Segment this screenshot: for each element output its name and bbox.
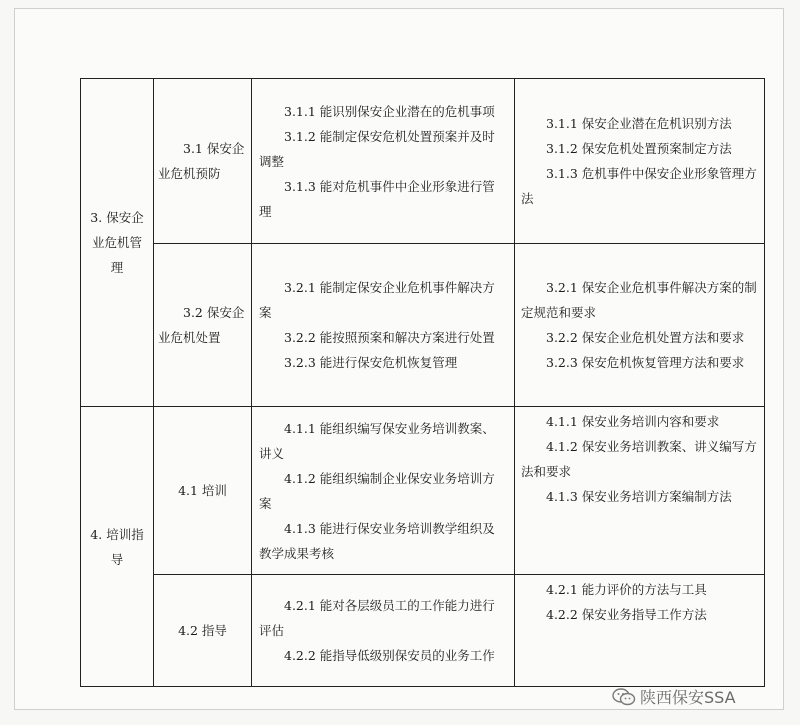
- knowledge-cell: [515, 575, 765, 687]
- unit-cell: [154, 407, 252, 575]
- knowledge-item: 4.2.2 保安业务指导工作方法: [546, 607, 707, 622]
- skill-item: 4.1.1 能组织编写保安业务培训教案、讲义: [259, 420, 495, 461]
- watermark: [612, 685, 736, 708]
- skill-item: 4.1.2 能组织编制企业保安业务培训方案: [259, 470, 495, 511]
- knowledge-item: 3.2.1 保安企业危机事件解决方案的制定规范和要求: [521, 280, 757, 320]
- skill-item: 3.2.1 能制定保安企业危机事件解决方案: [259, 280, 495, 320]
- skills-cell: [252, 244, 515, 407]
- skill-item: 3.2.2 能按照预案和解决方案进行处置: [284, 330, 495, 345]
- skill-item: 4.2.1 能对各层级员工的工作能力进行评估: [259, 598, 495, 638]
- unit-label: 3.1 保安企业危机预防: [158, 141, 245, 181]
- knowledge-item: 3.1.1 保安企业潜在危机识别方法: [546, 116, 732, 131]
- area-cell: [81, 407, 154, 687]
- skills-cell: [252, 407, 515, 575]
- wechat-icon: [612, 688, 636, 706]
- knowledge-item: 4.1.3 保安业务培训方案编制方法: [546, 489, 732, 504]
- unit-cell: [154, 575, 252, 687]
- knowledge-cell: [515, 79, 765, 244]
- knowledge-item: 3.2.2 保安企业危机处置方法和要求: [546, 330, 745, 345]
- watermark-text: 陕西保安SSA: [640, 688, 736, 707]
- unit-label: 4.2 指导: [178, 623, 227, 638]
- skills-cell: [252, 575, 515, 687]
- skill-item: 3.1.3 能对危机事件中企业形象进行管理: [259, 178, 495, 219]
- knowledge-cell: [515, 407, 765, 575]
- unit-label: 4.1 培训: [178, 483, 227, 498]
- skill-item: 3.1.2 能制定保安危机处置预案并及时调整: [259, 128, 495, 169]
- area-cell: [81, 79, 154, 407]
- knowledge-item: 4.1.2 保安业务培训教案、讲义编写方法和要求: [521, 439, 757, 479]
- area-label: 4. 培训指导: [90, 526, 144, 567]
- knowledge-item: 3.2.3 保安危机恢复管理方法和要求: [546, 355, 745, 370]
- table-row: [81, 79, 765, 244]
- knowledge-cell: [515, 244, 765, 407]
- skill-item: 4.2.2 能指导低级别保安员的业务工作: [284, 648, 495, 663]
- unit-cell: [154, 244, 252, 407]
- unit-label: 3.2 保安企业危机处置: [158, 305, 245, 345]
- unit-cell: [154, 79, 252, 244]
- skill-item: 3.2.3 能进行保安危机恢复管理: [284, 355, 458, 370]
- knowledge-item: 3.1.3 危机事件中保安企业形象管理方法: [521, 166, 757, 206]
- table-row: [81, 575, 765, 687]
- skill-item: 3.1.1 能识别保安企业潜在的危机事项: [284, 103, 495, 119]
- skill-item: 4.1.3 能进行保安业务培训教学组织及教学成果考核: [259, 520, 495, 561]
- knowledge-item: 3.1.2 保安危机处置预案制定方法: [546, 141, 732, 156]
- table-row: [81, 244, 765, 407]
- area-label: 3. 保安企业危机管理: [90, 210, 144, 275]
- knowledge-item: 4.1.1 保安业务培训内容和要求: [546, 414, 720, 429]
- standards-table: [80, 78, 765, 687]
- skills-cell: [252, 79, 515, 244]
- table-row: [81, 407, 765, 575]
- knowledge-item: 4.2.1 能力评价的方法与工具: [546, 582, 707, 597]
